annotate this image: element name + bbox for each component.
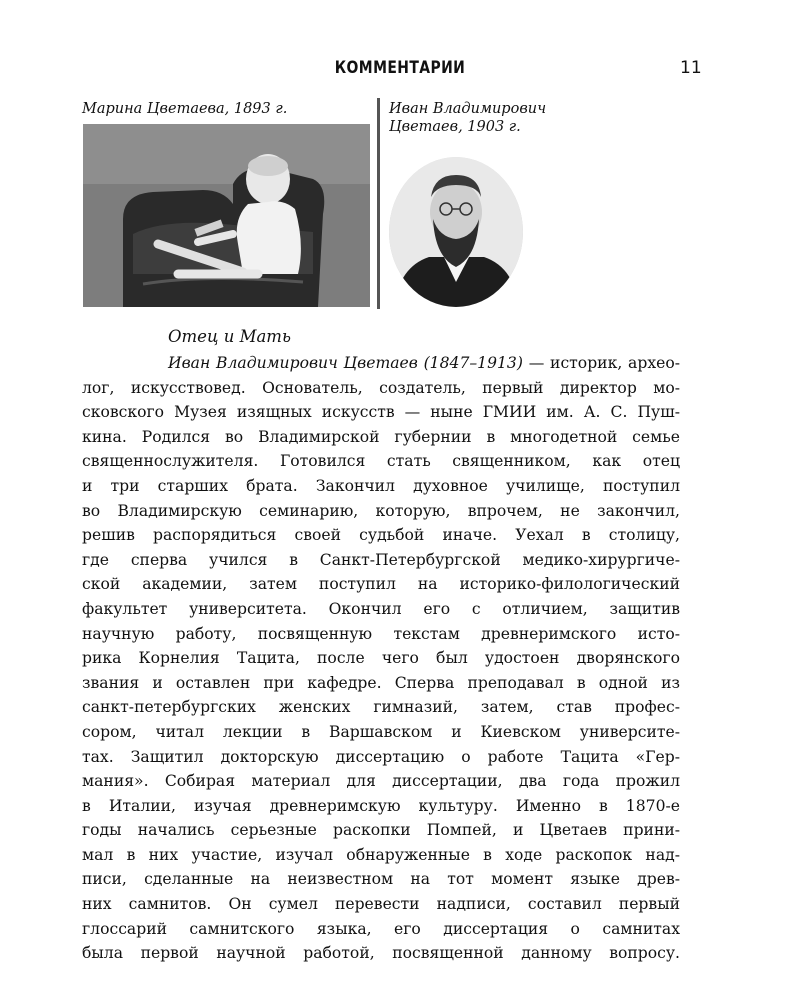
photo-marina-child-illustration [83, 124, 370, 307]
text-line: была первой научной работой, посвященной данному вопросу. [82, 944, 680, 963]
section-heading: Отец и Мать [168, 327, 291, 346]
text-line: мал в них участие, изучал обнаруженные в ходе раскопок над- [82, 845, 680, 864]
text-line: ской академии, затем поступил на историко-филологический [82, 575, 680, 594]
text-line: тах. Защитил докторскую диссертацию о работе Тацита «Гер- [82, 747, 680, 766]
photo-caption-marina: Марина Цветаева, 1893 г. [82, 101, 288, 117]
text-line: решив распорядиться своей судьбой иначе. Уехал в столицу, [82, 526, 680, 545]
text-line: сором, читал лекции в Варшавском и Киевском университе- [82, 722, 680, 741]
running-header-title: КОММЕНТАРИИ [334, 58, 466, 78]
lead-name: Иван Владимирович Цветаев (1847–1913) [168, 354, 523, 372]
text-line: сковского Музея изящных искусств — ныне ГМИИ им. А. С. Пуш- [82, 403, 680, 422]
text-line: где сперва учился в Санкт-Петербургской медико-хирургиче- [82, 550, 680, 569]
text-line: и три старших брата. Закончил духовное училище, поступил [82, 476, 680, 495]
text-line: в Италии, изучая древнеримскую культуру. Именно в 1870-е [82, 796, 680, 815]
text-line: глоссарий самнитского языка, его диссертация о самнитах [82, 919, 680, 938]
photo-divider [377, 98, 380, 309]
text-line: годы начались серьезные раскопки Помпей, и Цветаев прини- [82, 821, 680, 840]
photo-marina-child [83, 124, 370, 307]
text-line: научную работу, посвященную текстам древнеримского исто- [82, 624, 680, 643]
text-line: во Владимирскую семинарию, которую, впрочем, не закончил, [82, 501, 680, 520]
text-line: них самнитов. Он сумел перевести надписи, составил первый [82, 895, 680, 914]
text-line: рика Корнелия Тацита, после чего был удостоен дворянского [82, 649, 680, 668]
text-line: факультет университета. Окончил его с отличием, защитив [82, 599, 680, 618]
body-text [82, 351, 680, 966]
photo-caption-ivan: Иван Владимирович Цветаев, 1903 г. [389, 101, 547, 135]
text-line-1 [82, 351, 680, 376]
text-line-1-rest: — историк, архео- [522, 354, 680, 372]
text-line: звания и оставлен при кафедре. Сперва преподавал в одной из [82, 673, 680, 692]
photo-ivan-portrait [389, 157, 523, 307]
text-line: мания». Собирая материал для диссертации, два года прожил [82, 772, 680, 791]
text-line: санкт-петербургских женских гимназий, затем, став профес- [82, 698, 680, 717]
text-line: лог, искусствовед. Основатель, создатель, первый директор мо- [82, 378, 680, 397]
text-line: писи, сделанные на неизвестном на тот момент языке древ- [82, 870, 680, 889]
text-line: священнослужителя. Готовился стать священником, как отец [82, 452, 680, 471]
page-number: 11 [680, 58, 702, 78]
text-line: кина. Родился во Владимирской губернии в многодетной семье [82, 427, 680, 446]
photo-ivan-portrait-illustration [389, 157, 523, 307]
